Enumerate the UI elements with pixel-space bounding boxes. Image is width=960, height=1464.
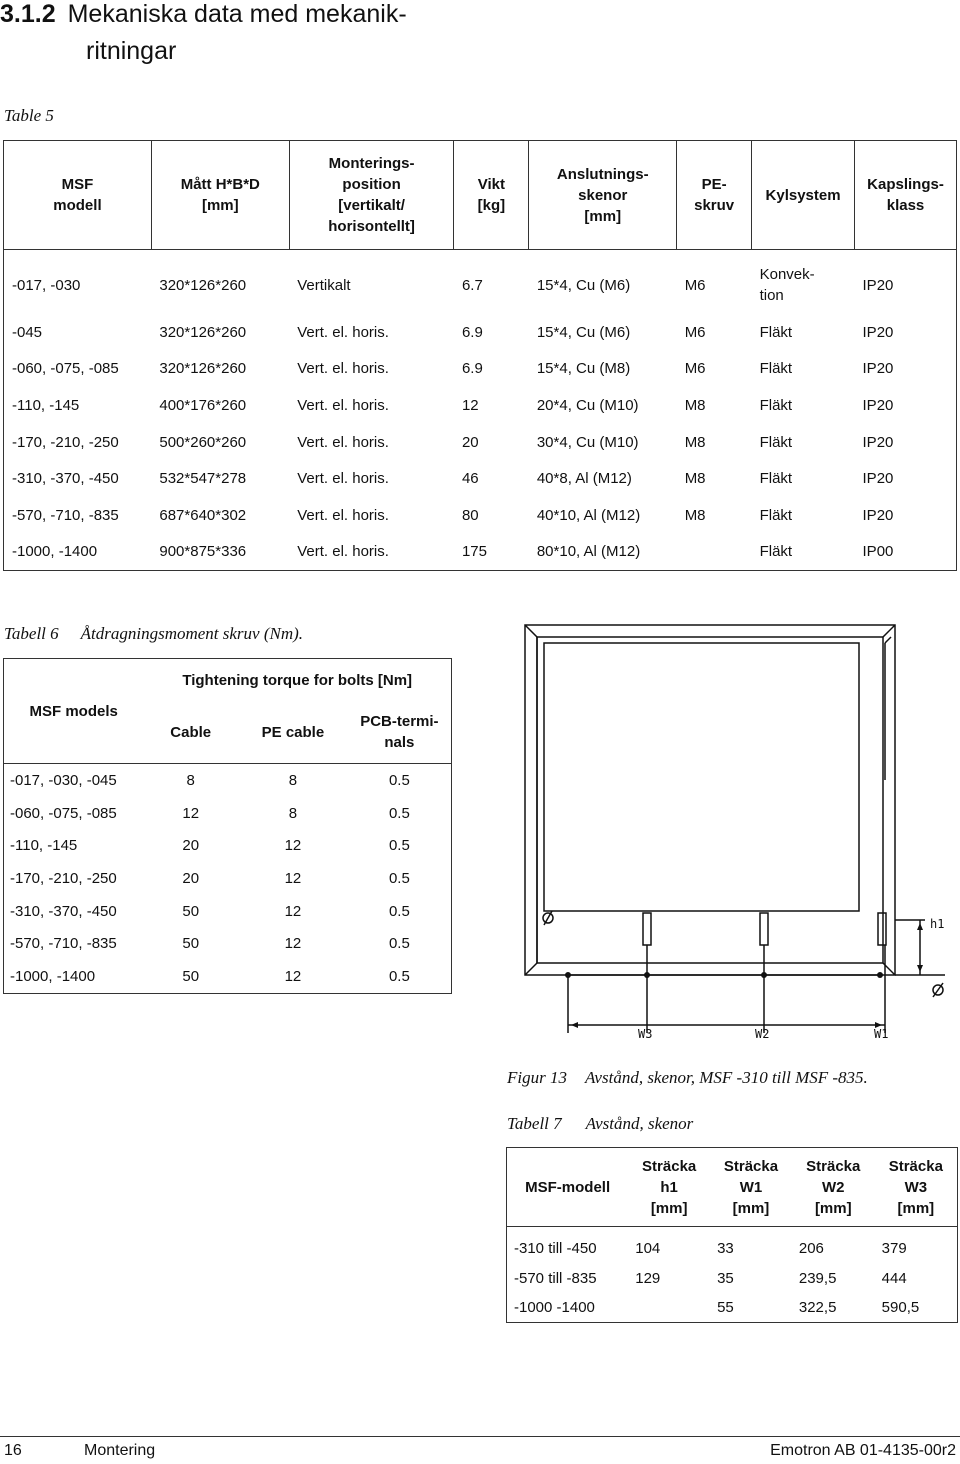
table-cell: Vert. el. horis.: [297, 396, 389, 414]
table-cell: 15*4, Cu (M6): [536, 276, 631, 294]
table7-rail-distances: [506, 1147, 958, 1323]
table-row: [4, 927, 452, 960]
table-cell: 444: [881, 1270, 907, 1287]
table-cell: -310 till -450: [514, 1240, 597, 1257]
table-cell: 12: [284, 967, 302, 985]
table-cell: 0.5: [388, 771, 410, 789]
t5-header-3: [454, 141, 529, 250]
footer-page-number: 16: [4, 1442, 22, 1459]
table-cell: 12: [284, 837, 302, 855]
table-cell: 50: [182, 967, 200, 985]
table-cell: M6: [684, 323, 706, 341]
table-cell: 590,5: [881, 1299, 920, 1316]
table-cell: M8: [684, 506, 706, 524]
label-w3: W3: [638, 1027, 653, 1041]
header-line: MSF-modell: [525, 1178, 611, 1196]
table-cell: M6: [684, 360, 706, 378]
header-line: W3: [904, 1178, 928, 1196]
header-line: Kapslings-: [867, 176, 944, 193]
outer-frame: [525, 625, 895, 975]
label-h1: h1: [930, 917, 945, 931]
header-line: skruv: [694, 197, 735, 214]
table-cell: IP20: [862, 396, 894, 414]
table-cell: [628, 1293, 710, 1323]
table6-tightening-torque: [3, 658, 452, 994]
header-line: Mått H*B*D: [180, 176, 260, 193]
table-cell: 20: [461, 433, 479, 451]
t5-header-6: [752, 141, 855, 250]
table-cell: IP20: [862, 433, 894, 451]
table-cell: 80: [461, 506, 479, 524]
table-row: [507, 1264, 958, 1293]
table-cell: 15*4, Cu (M6): [536, 323, 631, 341]
table-cell: Fläkt: [759, 470, 793, 488]
table-cell: 320*126*260: [159, 360, 247, 378]
table7-caption-text: Avstånd, skenor: [585, 1114, 694, 1133]
table-cell: 400*176*260: [159, 396, 247, 414]
table-cell: 6.9: [461, 360, 483, 378]
t7-header-1: [628, 1148, 710, 1227]
table-cell: 6.7: [461, 276, 483, 294]
front-panel: [544, 643, 859, 911]
label-w1: W1: [874, 1027, 889, 1041]
figure13-caption-text: Avstånd, skenor, MSF -310 till MSF -835.: [584, 1068, 868, 1087]
table-cell: 40*10, Al (M12): [536, 506, 641, 524]
table6-caption-label: Tabell 6: [4, 624, 59, 643]
footer-rule: [0, 1436, 960, 1437]
rail-w1: [878, 913, 886, 945]
table-cell: 320*126*260: [159, 276, 247, 294]
table-cell: -017, -030, -045: [10, 771, 117, 789]
header-line: Sträcka: [806, 1157, 861, 1175]
heading-line2: ritningar: [86, 37, 177, 65]
table-cell: -570 till -835: [514, 1270, 597, 1287]
table-cell: Vert. el. horis.: [297, 470, 389, 488]
table-row: [4, 250, 957, 315]
table-cell: 12: [182, 804, 200, 822]
figure13-drawing: [500, 615, 960, 1055]
table-cell: 46: [461, 470, 479, 488]
footer-section: Montering: [84, 1442, 156, 1459]
table-cell: 40*8, Al (M12): [536, 470, 632, 488]
table7-caption: [507, 1114, 693, 1134]
table-cell: -1000 -1400: [514, 1299, 595, 1316]
table-cell: -170, -210, -250: [12, 433, 119, 451]
table-row: [4, 895, 452, 928]
figure13-caption: [507, 1068, 868, 1088]
table-cell: 33: [717, 1240, 734, 1257]
t7-header-2: [710, 1148, 792, 1227]
table-cell: Fläkt: [759, 323, 793, 341]
table-cell: 687*640*302: [159, 506, 247, 524]
table-cell: M8: [684, 470, 706, 488]
table-cell: 35: [717, 1270, 734, 1287]
table-cell: Fläkt: [759, 506, 793, 524]
table-cell: 532*547*278: [159, 470, 247, 488]
label-w2: W2: [755, 1027, 770, 1041]
header-line: [mm]: [814, 1199, 852, 1217]
table-cell: 80*10, Al (M12): [536, 543, 641, 561]
table6-caption-text: Åtdragningsmoment skruv (Nm).: [80, 624, 304, 643]
t6-header-models: MSF models: [4, 659, 144, 764]
table-cell: 900*875*336: [159, 543, 247, 561]
table-row: [4, 424, 957, 461]
footer-doc-id: Emotron AB 01-4135-00r2: [770, 1442, 956, 1459]
table-cell: -570, -710, -835: [12, 506, 119, 524]
table-cell: 0.5: [388, 869, 410, 887]
table-row: [4, 764, 452, 797]
table-cell: -045: [12, 323, 43, 341]
table-cell: 320*126*260: [159, 323, 247, 341]
table6-caption: [4, 624, 303, 644]
header-line: W1: [739, 1178, 763, 1196]
table-cell: 50: [182, 935, 200, 953]
table-cell: 50: [182, 902, 200, 920]
header-line: [mm]: [201, 197, 239, 214]
table-cell: 8: [288, 804, 298, 822]
table-cell: M8: [684, 433, 706, 451]
figure13-caption-label: Figur 13: [507, 1068, 567, 1087]
table-cell: 8: [186, 771, 195, 789]
table-cell: 8: [288, 771, 298, 789]
t6-header-group: Tightening torque for bolts [Nm]: [182, 671, 413, 689]
t5-header-7: [855, 141, 957, 250]
table-cell: IP20: [862, 470, 894, 488]
table-cell: [677, 534, 752, 571]
table-cell: 20: [182, 869, 200, 887]
table-cell: -060, -075, -085: [10, 804, 117, 822]
table-cell: 30*4, Cu (M10): [536, 433, 639, 451]
table-cell: -017, -030: [12, 276, 81, 294]
header-line: MSF: [61, 176, 94, 193]
t5-header-0: [4, 141, 152, 250]
header-line: h1: [660, 1178, 678, 1196]
table-cell: Vert. el. horis.: [297, 433, 389, 451]
table7-caption-label: Tabell 7: [507, 1114, 562, 1133]
header-line: Kylsystem: [765, 186, 841, 204]
table-cell: 129: [635, 1270, 661, 1287]
table-row: [4, 534, 957, 571]
section-heading: [0, 0, 407, 70]
t5-header-2: [289, 141, 454, 250]
t5-header-4: [529, 141, 677, 250]
table-cell: -310, -370, -450: [10, 902, 117, 920]
table-cell: 0.5: [388, 967, 410, 985]
table-cell: 6.9: [461, 323, 483, 341]
header-line: Anslutnings-: [556, 165, 649, 183]
table-cell: -1000, -1400: [12, 543, 98, 561]
table-cell: -110, -145: [12, 396, 80, 414]
header-line: klass: [886, 197, 925, 214]
table-row: [4, 862, 452, 895]
table-cell: Vertikalt: [297, 276, 351, 294]
header-line: Vikt: [477, 176, 506, 193]
table-row: [4, 314, 957, 351]
table-cell: 104: [635, 1240, 661, 1257]
t7-header-4: [875, 1148, 958, 1227]
table-cell: 0.5: [388, 804, 410, 822]
table-row: [4, 960, 452, 993]
table-cell: -1000, -1400: [10, 967, 96, 985]
t5-header-1: [151, 141, 289, 250]
table-row: [507, 1227, 958, 1265]
table-cell: IP20: [862, 276, 894, 294]
table-cell: -570, -710, -835: [10, 935, 117, 953]
header-line: [kg]: [477, 197, 506, 214]
table-row: [4, 497, 957, 534]
table-cell: 206: [798, 1240, 824, 1257]
table-cell: M6: [684, 276, 706, 294]
table-row: [4, 460, 957, 497]
header-line: W2: [822, 1178, 845, 1196]
table5-mechanical-data: [3, 140, 957, 571]
table-cell: 322,5: [798, 1299, 837, 1316]
table-cell: Fläkt: [759, 433, 793, 451]
header-line: Sträcka: [723, 1157, 779, 1175]
t7-header-3: [792, 1148, 875, 1227]
header-line: position: [342, 176, 401, 193]
table-cell: 0.5: [388, 837, 410, 855]
inner-frame: [537, 637, 883, 963]
table-cell: 12: [461, 396, 479, 414]
t6-header-pcb: PCB-termi- nals: [348, 701, 452, 764]
table-cell: 239,5: [798, 1270, 837, 1287]
header-line: [vertikalt/: [338, 197, 405, 214]
table-cell: Vert. el. horis.: [297, 543, 389, 561]
table-cell: Fläkt: [759, 543, 793, 561]
table-row: [4, 829, 452, 862]
table-cell: 175: [461, 543, 487, 561]
header-line: [mm]: [584, 207, 622, 225]
table-cell: Konvek- tion: [759, 266, 815, 304]
header-line: [mm]: [650, 1199, 688, 1217]
table-cell: -060, -075, -085: [12, 360, 119, 378]
table-cell: IP20: [862, 323, 894, 341]
table-cell: IP20: [862, 506, 894, 524]
table-cell: IP20: [862, 360, 894, 378]
table-cell: IP00: [862, 543, 894, 561]
table-cell: 0.5: [388, 902, 410, 920]
header-line: horisontellt]: [328, 218, 415, 235]
table-row: [4, 351, 957, 388]
header-line: modell: [53, 197, 102, 214]
table-cell: 12: [284, 869, 302, 887]
t6-header-pe-cable: PE cable: [238, 701, 348, 764]
table-row: [4, 387, 957, 424]
header-line: Sträcka: [642, 1157, 697, 1175]
header-line: PE-: [701, 176, 727, 193]
table-cell: 12: [284, 902, 302, 920]
table-row: [507, 1293, 958, 1323]
header-line: [mm]: [897, 1199, 935, 1217]
table-cell: -170, -210, -250: [10, 869, 117, 887]
table-cell: 20: [182, 837, 200, 855]
header-line: Monterings-: [328, 155, 415, 172]
table-cell: Fläkt: [759, 396, 793, 414]
table-cell: 379: [881, 1240, 907, 1257]
header-line: [mm]: [732, 1199, 770, 1217]
rail-w3: [643, 913, 651, 945]
table-cell: Vert. el. horis.: [297, 323, 389, 341]
table-cell: 0.5: [388, 935, 410, 953]
header-line: Sträcka: [888, 1157, 943, 1175]
table-cell: -110, -145: [10, 837, 78, 855]
table-cell: 15*4, Cu (M8): [536, 360, 631, 378]
header-line: skenor: [578, 186, 628, 204]
table-cell: 500*260*260: [159, 433, 247, 451]
heading-line1: Mekaniska data med mekanik-: [67, 0, 407, 28]
table5-caption: Table 5: [4, 106, 54, 125]
rail-w2: [760, 913, 768, 945]
table-cell: Fläkt: [759, 360, 793, 378]
t5-header-5: [677, 141, 752, 250]
table-cell: Vert. el. horis.: [297, 360, 389, 378]
table-cell: 12: [284, 935, 302, 953]
t6-header-cable: Cable: [143, 701, 238, 764]
table-cell: -310, -370, -450: [12, 470, 119, 488]
table-row: [4, 797, 452, 830]
t7-header-0: [507, 1148, 629, 1227]
table-cell: 55: [717, 1299, 734, 1316]
table-cell: Vert. el. horis.: [297, 506, 389, 524]
table-cell: 20*4, Cu (M10): [536, 396, 639, 414]
table-cell: M8: [684, 396, 706, 414]
section-number: 3.1.2: [0, 0, 56, 28]
